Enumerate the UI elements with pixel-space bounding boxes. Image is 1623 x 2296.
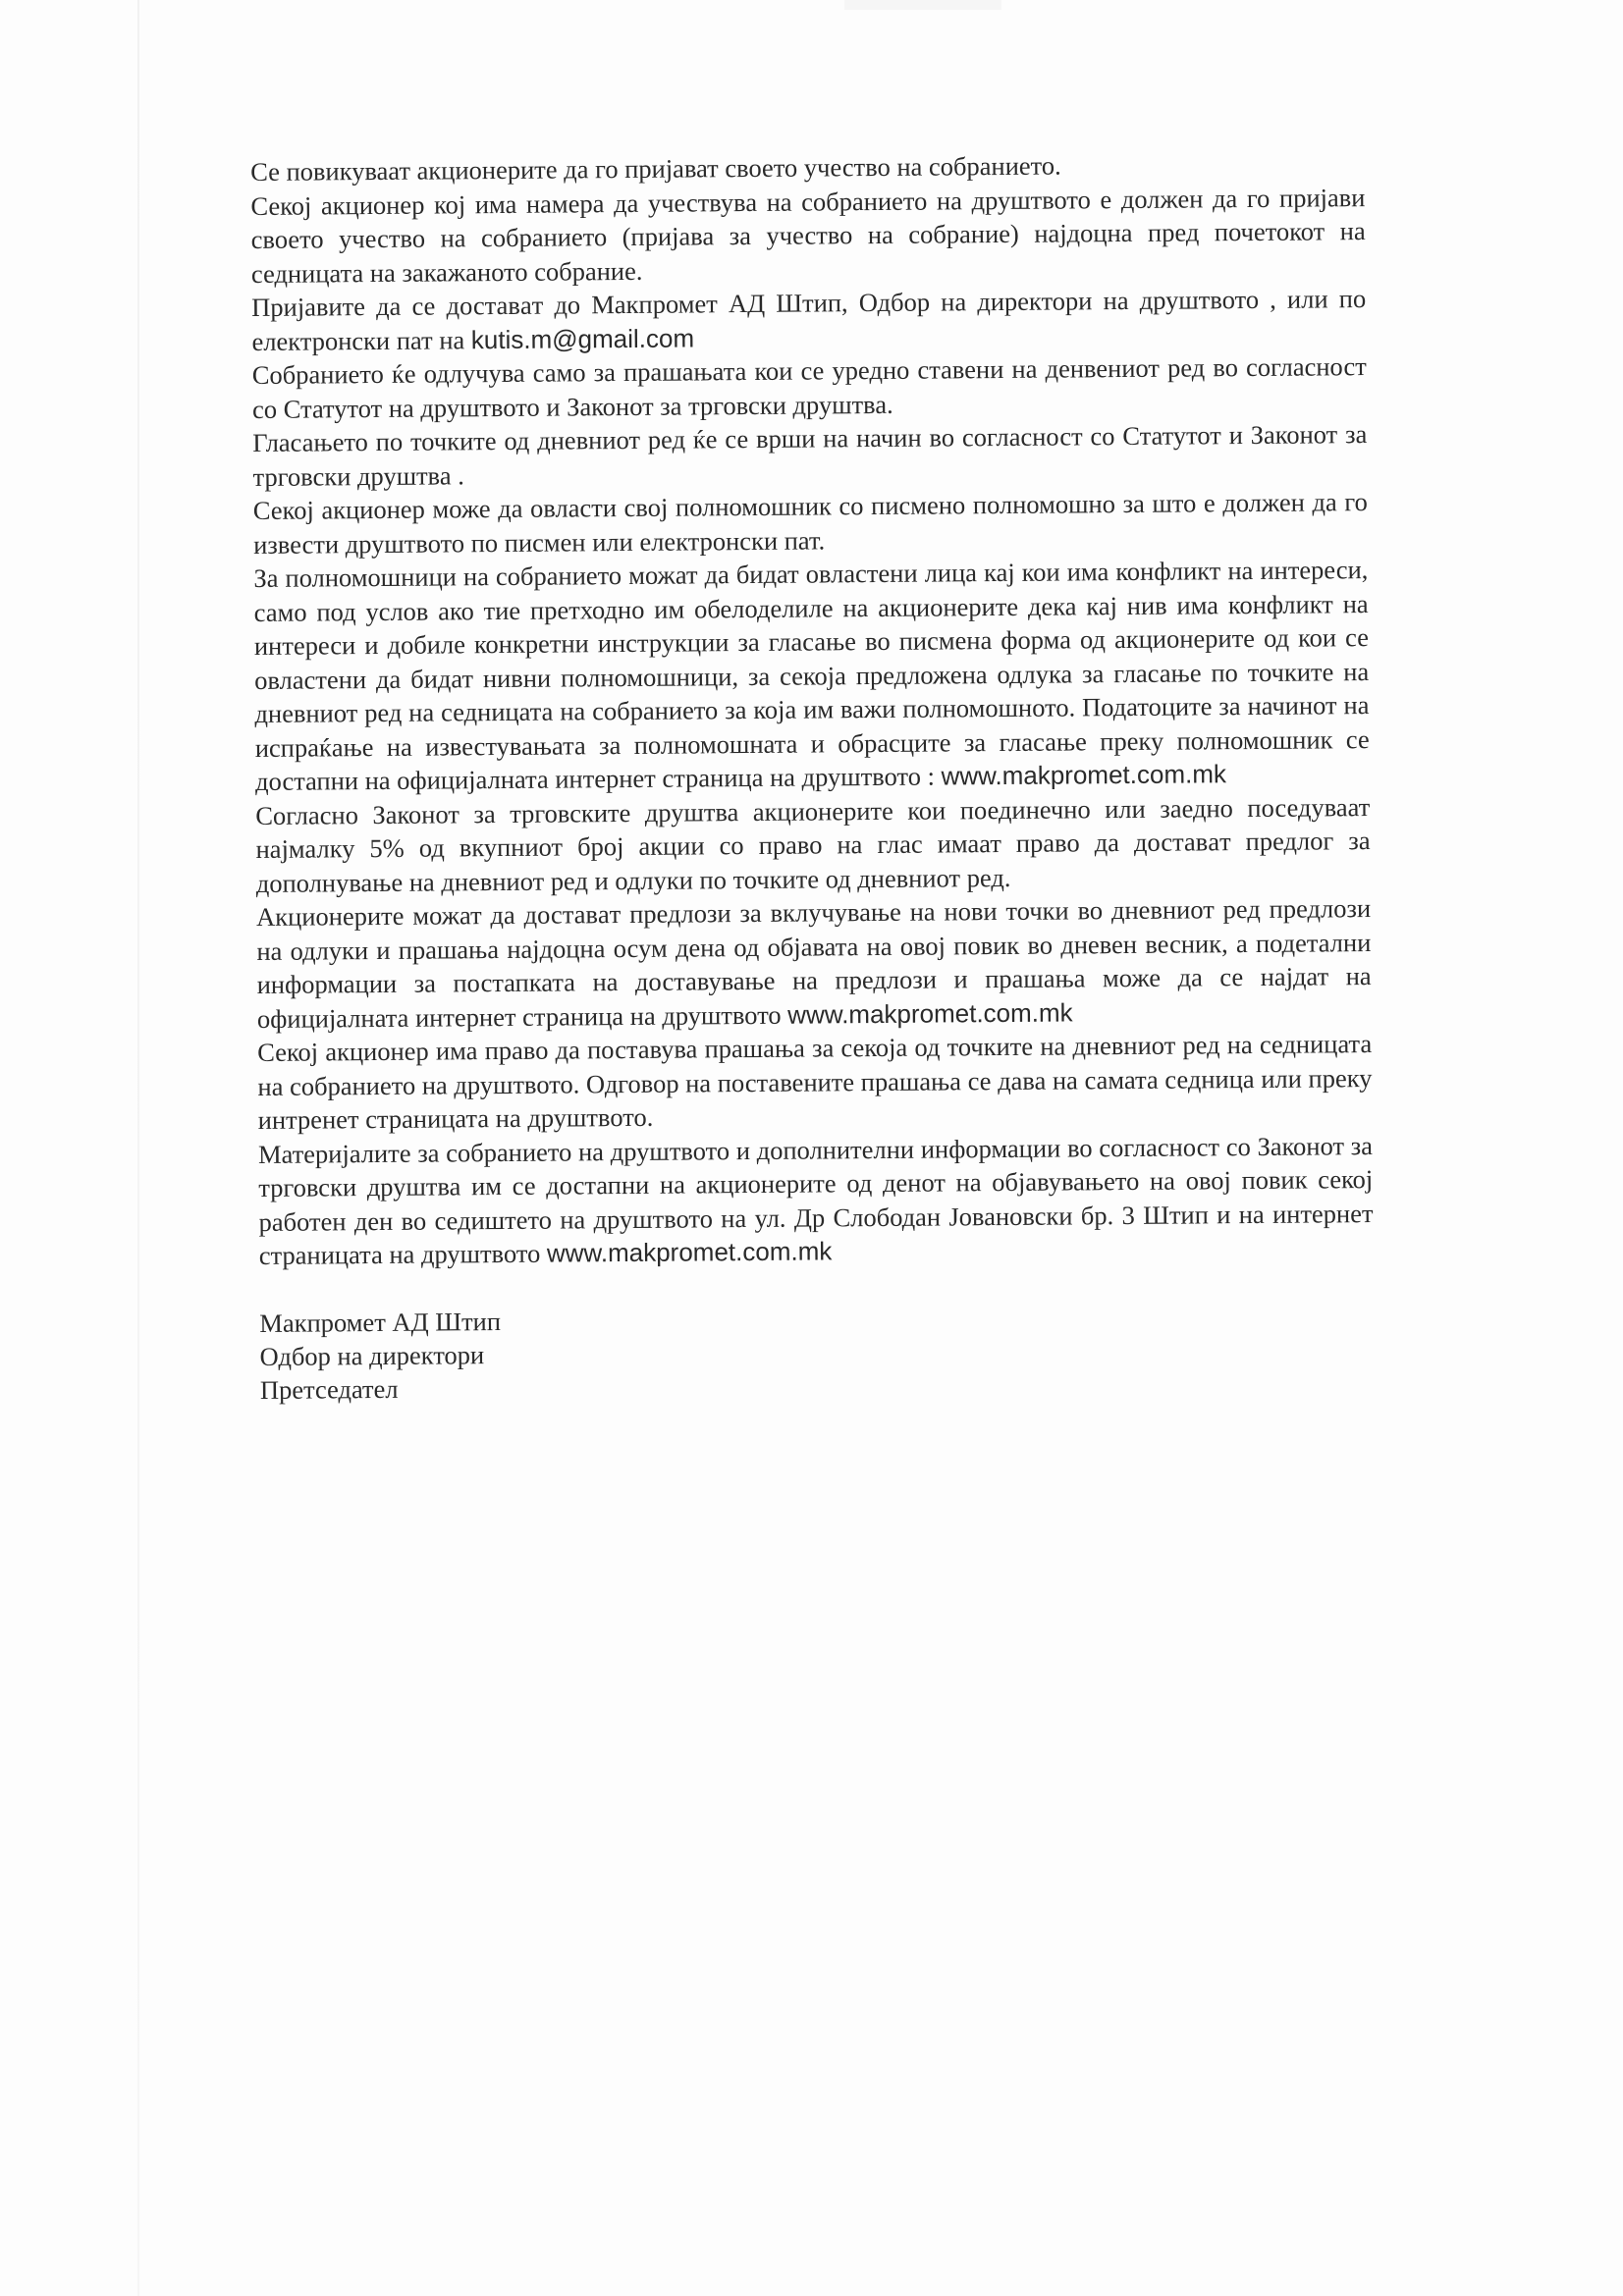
paragraph-text: Гласањето по точките од дневниот ред ќе се врши на начин во согласност со Статутот и Законот за трговски друштва . [252, 419, 1368, 492]
paragraph-shareholder-rights [255, 790, 1371, 900]
paragraph-text: Секој акционер може да овласти свој полномошник со писмено полномошно за што е должен да го извести друштвото по писмен или електронски пат. [252, 487, 1368, 560]
paragraph-text: Секој акционер има право да поставува прашања за секоја од точките на дневниот ред на седницата на собранието на друштвото. Одговор на поставените прашања се дава на самата седница или преку интренет страницата на друштвото. [257, 1029, 1373, 1135]
paragraph-proxy [253, 485, 1369, 561]
signature-company: Макпромет АД Штип [259, 1306, 502, 1338]
paragraph-questions [257, 1027, 1373, 1137]
website-url: www.makpromet.com.mk [546, 1236, 833, 1268]
paragraph-registration-deadline [250, 181, 1366, 291]
website-url: www.makpromet.com.mk [787, 996, 1073, 1030]
paragraph-proposals [256, 891, 1372, 1036]
paragraph-submission [251, 282, 1367, 358]
scan-edge [137, 0, 139, 2296]
paragraph-text: Собранието ќе одлучува само за прашањата кои се уредно ставени на денвениот ред во согласност со Статутот на друштвото и Законот за трговски друштва. [251, 351, 1367, 424]
paragraph-voting [252, 417, 1368, 494]
paragraph-agenda [252, 349, 1368, 426]
paragraph-text: За полномошници на собранието можат да бидат овластени лица кај кои има конфликт на интереси, само под услов ако тие претходно им обелоделиле на акционерите дека кај нив има конфликт на интереси и добиле конкретни инструкции за гласање во писмена форма од акционерите од кои се овластени да бидат нивни полномошници, за секоја предложена одлука за гласање по точките на дневниот ред на седницата на собранието за која им важи полномошното. Податоците за начинот на испраќање на известувањата за полномошната и обрасците за гласање преку полномошник се достапни на официјалната интернет страница на друштвото : [253, 555, 1370, 796]
signature-role: Претседател [259, 1373, 399, 1405]
email-address: kutis.m@gmail.com [470, 322, 695, 354]
paragraph-materials [258, 1129, 1374, 1273]
scan-mark [844, 0, 1001, 10]
paragraph-text: Пријавите да се доставaт до Макпромет АД Штип, Одбор на директори на друштвото , или по електронски пат на [251, 284, 1367, 356]
paragraph-text: Акционерите можат да доставaт предлози за вклучување на нови точки во дневниот ред предлози на одлуки и прашања најдоцна осум дена од објавата на овој повик во дневен весник, а подетални информации за постапката на доставување на предлози и прашања може да се најдат на официјалната интернет страница на друштвото [255, 893, 1372, 1034]
signature-board: Одбор на директори [259, 1339, 485, 1371]
paragraph-proxy-conflict [253, 553, 1370, 798]
website-url: www.makpromet.com.mk [941, 759, 1227, 791]
paragraph-text: Согласно Законот за трговските друштва акционерите кои поединечно или заедно поседуваат најмалку 5% од вкупниот број акции со право на глас имаат право да доставaт предлог за дополнување на дневниот ред и одлуки по точките од дневниот ред. [255, 791, 1371, 898]
notice-body [250, 146, 1375, 1406]
paragraph-text: Секој акционер кој има намера да учествува на собранието на друштвото е должен да го пријави своето учество на собранието (пријава за учество на собрание) најдоцна пред почетокот на седницата на закажаното собрание. [250, 182, 1366, 289]
signature-block [259, 1298, 1375, 1407]
paragraph-text: Материјалите за собранието на друштвото и дополнителни информации во согласност со Законот за трговски друштва им се достапни на акционерите од денот на објавувањето на овој повик секој работен ден во седиштето на друштвото на ул. Др Слободан Јовановски бр. 3 Штип и на интернет страницата на друштвото [257, 1130, 1374, 1270]
paragraph-text: Се повикуваат акционерите да го пријават своето учество на собранието. [250, 150, 1061, 187]
